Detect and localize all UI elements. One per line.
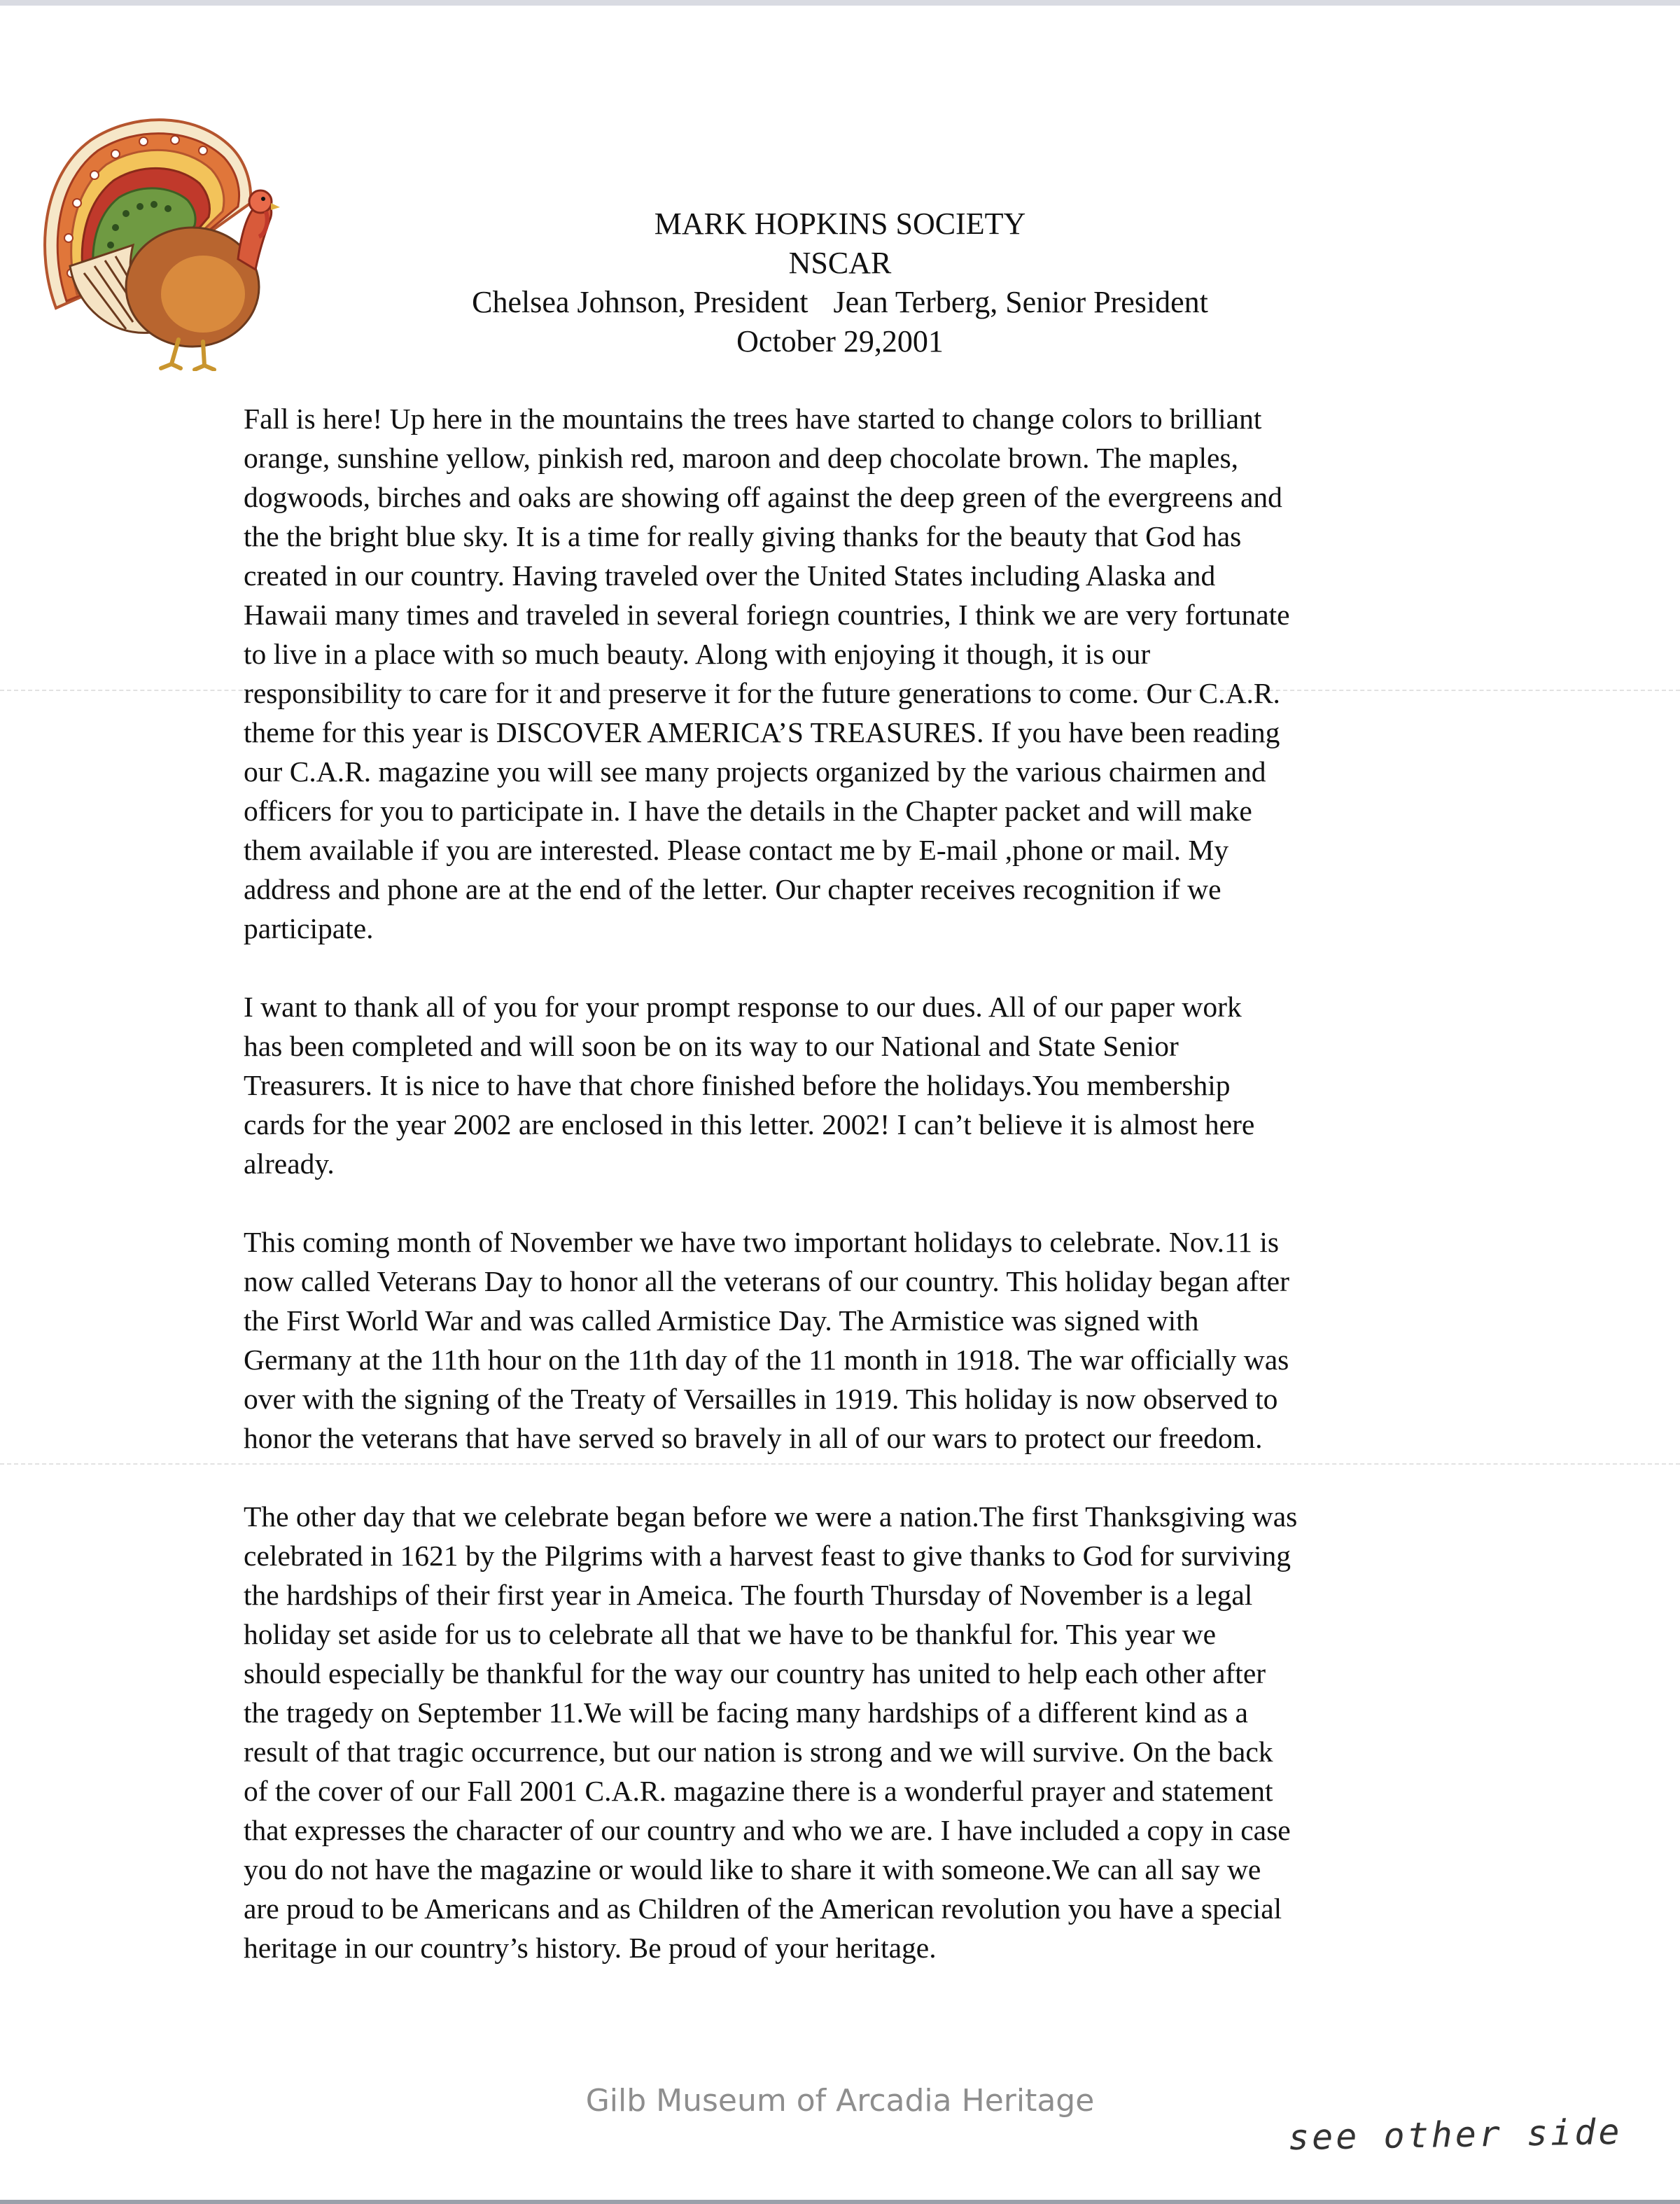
president: Chelsea Johnson, President xyxy=(472,285,808,319)
letter-paragraph xyxy=(244,987,1462,1183)
paragraph-line: I want to thank all of you for your prompt response to our dues. All of our paper work xyxy=(244,991,1242,1023)
paragraph-line: to live in a place with so much beauty. Along with enjoying it though, it is our xyxy=(244,638,1151,670)
paragraph-line: responsibility to care for it and preserve it for the future generations to come. Our C.A.R. xyxy=(244,677,1280,709)
society-name: NSCAR xyxy=(788,246,892,280)
paragraph-line: result of that tragic occurrence, but our nation is strong and we will survive. On the back xyxy=(244,1736,1273,1768)
paragraph-line: of the cover of our Fall 2001 C.A.R. magazine there is a wonderful prayer and statement xyxy=(244,1775,1273,1807)
page-edge-bottom xyxy=(0,2200,1680,2204)
paragraph-line: the the bright blue sky. It is a time for really giving thanks for the beauty that God has xyxy=(244,520,1242,552)
paragraph-line: created in our country. Having traveled over the United States including Alaska and xyxy=(244,559,1216,592)
paragraph-line: Treasurers. It is nice to have that chore finished before the holidays.You membership xyxy=(244,1069,1231,1101)
paragraph-line: theme for this year is DISCOVER AMERICA’S TREASURES. If you have been reading xyxy=(244,716,1280,748)
paragraph-line: now called Veterans Day to honor all the veterans of our country. This holiday began after xyxy=(244,1265,1289,1297)
paragraph-line: the tragedy on September 11.We will be facing many hardships of a different kind as a xyxy=(244,1696,1248,1729)
paragraph-line: already. xyxy=(244,1148,335,1180)
paragraph-line: has been completed and will soon be on its way to our National and State Senior xyxy=(244,1030,1179,1062)
paragraph-line: The other day that we celebrate began before we were a nation.The first Thanksgiving was xyxy=(244,1500,1298,1533)
paragraph-line: dogwoods, birches and oaks are showing off against the deep green of the evergreens and xyxy=(244,481,1282,513)
paragraph-line: Fall is here! Up here in the mountains the trees have started to change colors to brilliant xyxy=(244,403,1262,435)
letter-paragraph xyxy=(244,1222,1462,1458)
paragraph-line: over with the signing of the Treaty of Versailles in 1919. This holiday is now observed to xyxy=(244,1383,1278,1415)
paragraph-line: orange, sunshine yellow, pinkish red, maroon and deep chocolate brown. The maples, xyxy=(244,442,1238,474)
museum-credit: Gilb Museum of Arcadia Heritage xyxy=(585,2083,1095,2119)
letter-date: October 29,2001 xyxy=(736,324,944,358)
paragraph-line: you do not have the magazine or would like to share it with someone.We can all say we xyxy=(244,1853,1261,1885)
paragraph-line: our C.A.R. magazine you will see many projects organized by the various chairmen and xyxy=(244,755,1266,788)
paragraph-line: address and phone are at the end of the letter. Our chapter receives recognition if we xyxy=(244,873,1222,905)
paragraph-line: the hardships of their first year in Ameica. The fourth Thursday of November is a legal xyxy=(244,1579,1253,1611)
paragraph-line: should especially be thankful for the way our country has united to help each other after xyxy=(244,1657,1266,1689)
letter-paragraph xyxy=(244,1497,1462,1967)
handwritten-note: see other side xyxy=(1287,2111,1623,2158)
paragraph-line: celebrated in 1621 by the Pilgrims with a harvest feast to give thanks to God for surviving xyxy=(244,1540,1292,1572)
letter-paragraph xyxy=(244,399,1462,948)
paragraph-line: participate. xyxy=(244,912,374,944)
organization-name: MARK HOPKINS SOCIETY xyxy=(654,207,1026,241)
paragraph-line: that expresses the character of our country and who we are. I have included a copy in case xyxy=(244,1814,1291,1846)
senior-president: Jean Terberg, Senior President xyxy=(833,285,1208,319)
paragraph-line: Germany at the 11th hour on the 11th day of the 11 month in 1918. The war officially was xyxy=(244,1344,1289,1376)
paragraph-line: the First World War and was called Armistice Day. The Armistice was signed with xyxy=(244,1304,1199,1337)
paragraph-line: Hawaii many times and traveled in several foriegn countries, I think we are very fortunate xyxy=(244,599,1290,631)
officers-line xyxy=(210,283,1470,322)
page-edge-top xyxy=(0,0,1680,6)
paragraph-line: them available if you are interested. Please contact me by E-mail ,phone or mail. My xyxy=(244,834,1229,866)
paragraph-line: heritage in our country’s history. Be proud of your heritage. xyxy=(244,1932,937,1964)
letter-body xyxy=(244,399,1462,2007)
paragraph-line: This coming month of November we have two important holidays to celebrate. Nov.11 is xyxy=(244,1226,1280,1258)
paragraph-line: are proud to be Americans and as Children of the American revolution you have a special xyxy=(244,1892,1282,1925)
letterhead xyxy=(210,204,1470,361)
paragraph-line: cards for the year 2002 are enclosed in this letter. 2002! I can’t believe it is almost here xyxy=(244,1108,1255,1141)
paragraph-line: honor the veterans that have served so bravely in all of our wars to protect our freedom. xyxy=(244,1422,1263,1454)
paragraph-line: holiday set aside for us to celebrate all that we have to be thankful for. This year we xyxy=(244,1618,1217,1650)
paragraph-line: officers for you to participate in. I have the details in the Chapter packet and will make xyxy=(244,795,1252,827)
